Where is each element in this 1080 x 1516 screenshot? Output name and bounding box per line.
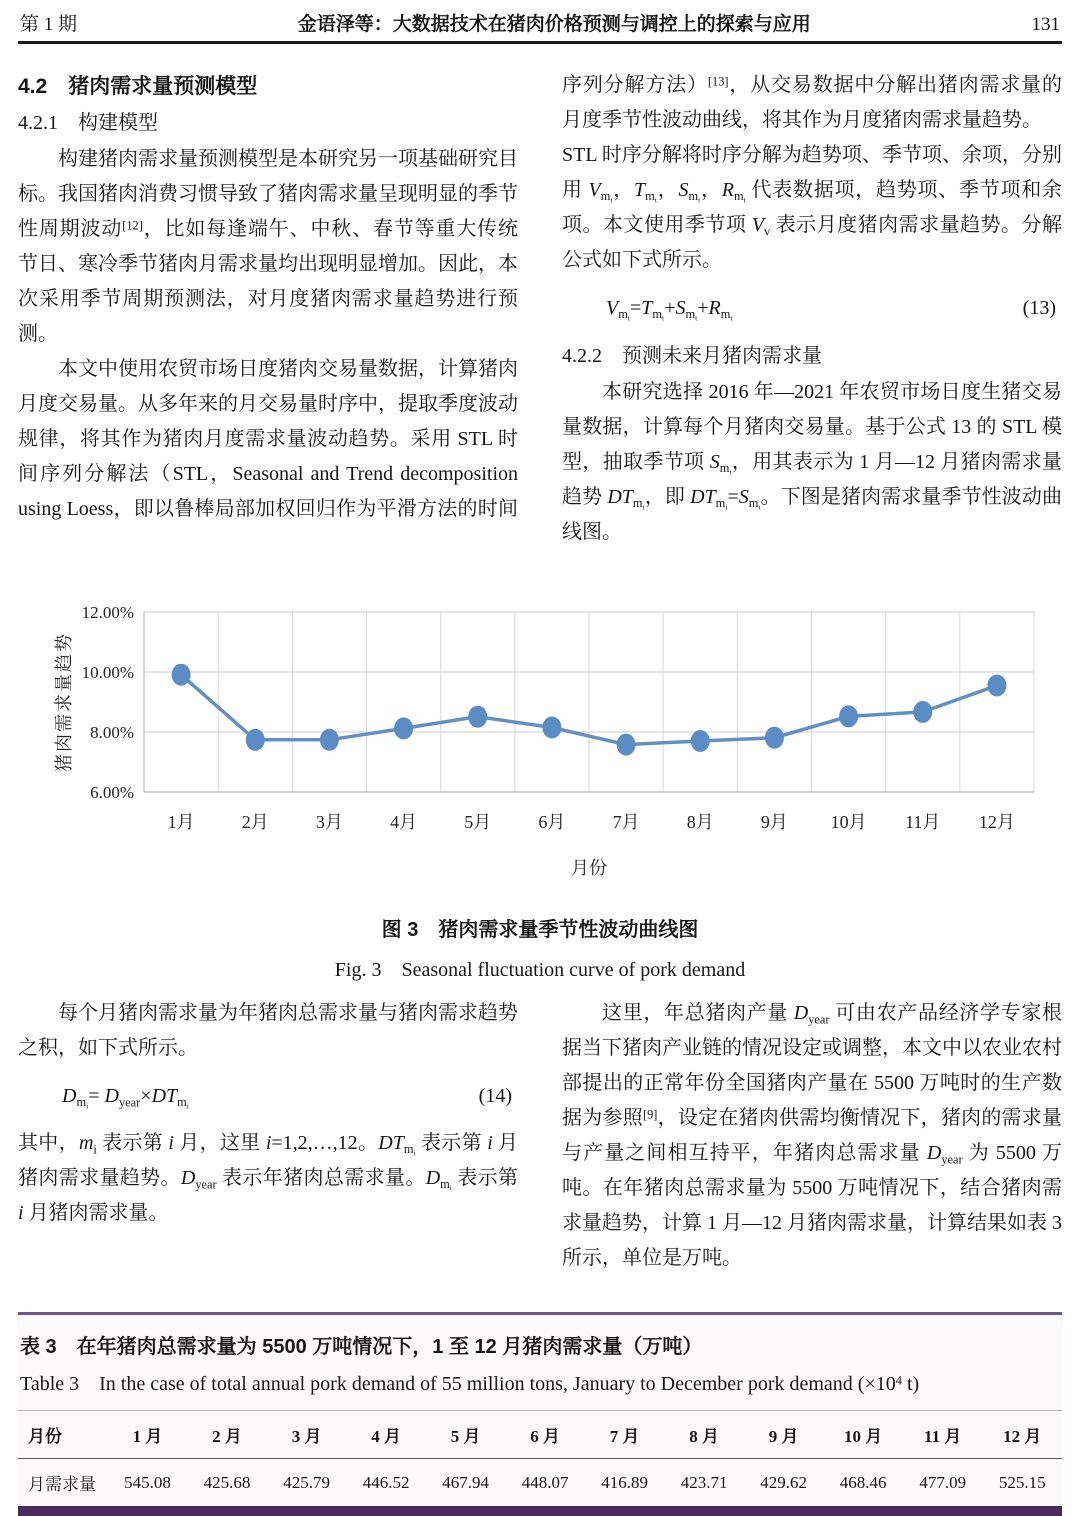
table-month-header: 4 月	[346, 1411, 426, 1459]
data-point-marker	[172, 664, 191, 686]
table-month-header: 7 月	[585, 1411, 665, 1459]
seasonal-curve-chart	[44, 592, 1054, 884]
table-top-rule	[18, 1312, 1062, 1315]
y-axis-title: 猪肉需求量趋势	[54, 632, 74, 772]
x-tick-label: 4月	[390, 812, 418, 832]
running-title: 金语泽等：大数据技术在猪肉价格预测与调控上的探索与应用	[297, 14, 811, 35]
table-demand-value: 423.71	[680, 1472, 728, 1492]
table-month-header: 1 月	[108, 1411, 188, 1459]
x-tick-label: 10月	[830, 812, 867, 832]
table-demand-value: 425.68	[203, 1472, 251, 1492]
equation-13-expression: $V_{m_t}=T_{m_t}+S_{m_t}+R_{m_t}$	[606, 297, 733, 324]
equation-14-number: (14)	[478, 1085, 512, 1107]
body-text-lower	[18, 996, 1062, 1288]
paragraph-stl-terms: STL 时序分解将时序分解为趋势项、季节项、余项，分别用 $V_{m_t}$，$T_{m_t}$，$S_{m_t}$，$R_{m_t}$ 代表数据项，趋势项、季节项和余项。本文使用季节项 $V_v$ 表示月度猪肉需求量趋势。分解公式如下式所示。	[562, 144, 1063, 271]
x-tick-label: 5月	[464, 812, 492, 832]
table-caption-zh: 表 3 在年猪肉总需求量为 5500 万吨情况下，1 至 12 月猪肉需求量（万吨）	[20, 1336, 703, 1358]
table-demand-value: 545.08	[124, 1472, 171, 1492]
equation-14-expression: $D_{m_i}= D_{year}\times DT_{m_i}$	[62, 1085, 189, 1112]
table-corner-header: 月份	[18, 1411, 108, 1459]
journal-issue: 第 1 期	[20, 14, 78, 35]
data-point-marker	[320, 729, 339, 751]
data-point-marker	[987, 675, 1006, 697]
section-4-2-2-heading: 4.2.2 预测未来月猪肉需求量	[562, 345, 822, 367]
monthly-demand-table	[18, 1410, 1062, 1506]
table-demand-value: 477.09	[919, 1472, 967, 1492]
table-demand-value: 429.62	[760, 1472, 808, 1492]
paragraph-forecast: 本研究选择 2016 年—2021 年农贸市场日度生猪交易量数据，计算每个月猪肉交易量。基于公式 13 的 STL 模型，抽取季节项 $S_{m_t}$，用其表示为 1 月—12 月猪肉需求量趋势 $DT_{m_t}$，即 $DT_{m_i}=S_{m_t}$。下图是猪肉需求量季节性波动曲线图。	[562, 381, 1063, 543]
x-tick-label: 6月	[538, 812, 566, 832]
paragraph-dyear: 这里，年总猪肉产量 $D_{year}$ 可由农产品经济学专家根据当下猪肉产业链的情况设定或调整，本文中以农业农村部提出的正常年份全国猪肉产量在 5500 万吨时的生产数据为参照[9]，设定在猪肉供需均衡情况下，猪肉的需求量与产量之间相互持平，年猪肉总需求量 $D_{year}$ 为 5500 万吨。在年猪肉总需求量为 5500 万吨情况下，结合猪肉需求量趋势，计算 1 月—12 月猪肉需求量，计算结果如表 3 所示，单位是万吨。	[562, 1002, 1063, 1269]
table-month-header: 10 月	[823, 1411, 903, 1459]
figure-3	[0, 592, 1080, 982]
x-tick-label: 1月	[167, 812, 195, 832]
data-point-marker	[617, 734, 636, 756]
table-caption-en: Table 3 In the case of total annual pork demand of 55 million tons, January to December pork demand ($\times 10^4$ t)	[20, 1373, 920, 1395]
x-axis-title: 月份	[571, 858, 607, 878]
table-month-header: 12 月	[982, 1411, 1062, 1459]
x-tick-label: 2月	[241, 812, 269, 832]
table-data-row	[18, 1459, 1062, 1507]
table-month-header: 5 月	[426, 1411, 506, 1459]
equation-13-number: (13)	[1022, 297, 1056, 319]
x-tick-label: 9月	[760, 812, 788, 832]
table-3-section	[18, 1312, 1062, 1516]
equation-13	[562, 278, 1062, 338]
seasonal-curve-chart-container	[44, 592, 1054, 889]
table-header-row	[18, 1411, 1062, 1459]
table-demand-value: 446.52	[362, 1472, 410, 1492]
y-tick-label: 8.00%	[90, 723, 134, 742]
figure-caption-en: Fig. 3 Seasonal fluctuation curve of pork demand	[334, 959, 746, 981]
equation-14	[18, 1066, 518, 1126]
y-tick-label: 12.00%	[81, 603, 134, 622]
table-row-label: 月需求量	[28, 1475, 96, 1494]
page-header	[0, 0, 1080, 38]
data-point-marker	[542, 717, 561, 739]
table-month-header: 8 月	[664, 1411, 744, 1459]
data-point-marker	[394, 717, 413, 739]
y-tick-label: 6.00%	[90, 783, 134, 802]
y-tick-label: 10.00%	[81, 663, 134, 682]
data-point-marker	[246, 729, 265, 751]
paragraph-monthly-demand: 每个月猪肉需求量为年猪肉总需求量与猪肉需求趋势之积，如下式所示。	[18, 1002, 518, 1059]
section-4-2-1-heading: 4.2.1 构建模型	[18, 112, 158, 134]
paragraph-symbols: 其中，$m_i$ 表示第 i 月，这里 i=1,2,…,12。$DT_{m_i}$ 表示第 i 月猪肉需求量趋势。$D_{year}$ 表示年猪肉总需求量。$D_{m_i}$ 表示第 i 月猪肉需求量。	[18, 1132, 519, 1224]
table-month-header: 3 月	[267, 1411, 347, 1459]
figure-caption-zh: 图 3 猪肉需求量季节性波动曲线图	[381, 919, 699, 941]
data-point-marker	[913, 701, 932, 723]
table-demand-value: 467.94	[442, 1472, 489, 1492]
data-point-marker	[765, 727, 784, 749]
data-point-marker	[839, 705, 858, 727]
data-point-marker	[468, 706, 487, 728]
table-demand-value: 425.79	[283, 1472, 330, 1492]
x-tick-label: 11月	[905, 812, 941, 832]
x-tick-label: 12月	[978, 812, 1015, 832]
header-rule	[18, 41, 1062, 44]
table-demand-value: 416.89	[601, 1472, 648, 1492]
table-demand-value: 448.07	[521, 1472, 569, 1492]
table-month-header: 2 月	[187, 1411, 267, 1459]
table-demand-value: 525.15	[998, 1472, 1046, 1492]
page-number: 131	[1031, 14, 1060, 35]
paragraph-stl-method: 本文中使用农贸市场日度猪肉交易量数据，计算猪肉月度交易量。从多年来的月交易量时序中，提取季度波动规律，将其作为猪肉月度需求量波动趋势。采用 STL 时间序列分解法（STL，Seasonal and Trend decomposition using Loess，即以鲁棒局部加权回归作为平滑方法的时间序列分解方法）[13]，从交易数据中分解出猪肉需求量的月度季节性波动曲线，将其作为月度猪肉需求量趋势。	[18, 74, 1063, 520]
section-4-2-heading: 4.2 猪肉需求量预测模型	[18, 75, 258, 98]
body-text-upper	[18, 68, 1062, 574]
table-month-header: 11 月	[903, 1411, 983, 1459]
table-demand-value: 468.46	[839, 1472, 887, 1492]
data-point-marker	[691, 730, 710, 752]
x-tick-label: 3月	[315, 812, 343, 832]
table-month-header: 9 月	[744, 1411, 824, 1459]
x-tick-label: 7月	[612, 812, 640, 832]
x-tick-label: 8月	[686, 812, 714, 832]
paragraph-model-goal: 构建猪肉需求量预测模型是本研究另一项基础研究目标。我国猪肉消费习惯导致了猪肉需求量呈现明显的季节性周期波动[12]，比如每逢端午、中秋、春节等重大传统节日、寒冷季节猪肉月需求量均出现明显增加。因此，本次采用季节周期预测法，对月度猪肉需求量趋势进行预测。	[18, 148, 519, 345]
table-bottom-bar	[18, 1506, 1062, 1516]
table-month-header: 6 月	[505, 1411, 585, 1459]
